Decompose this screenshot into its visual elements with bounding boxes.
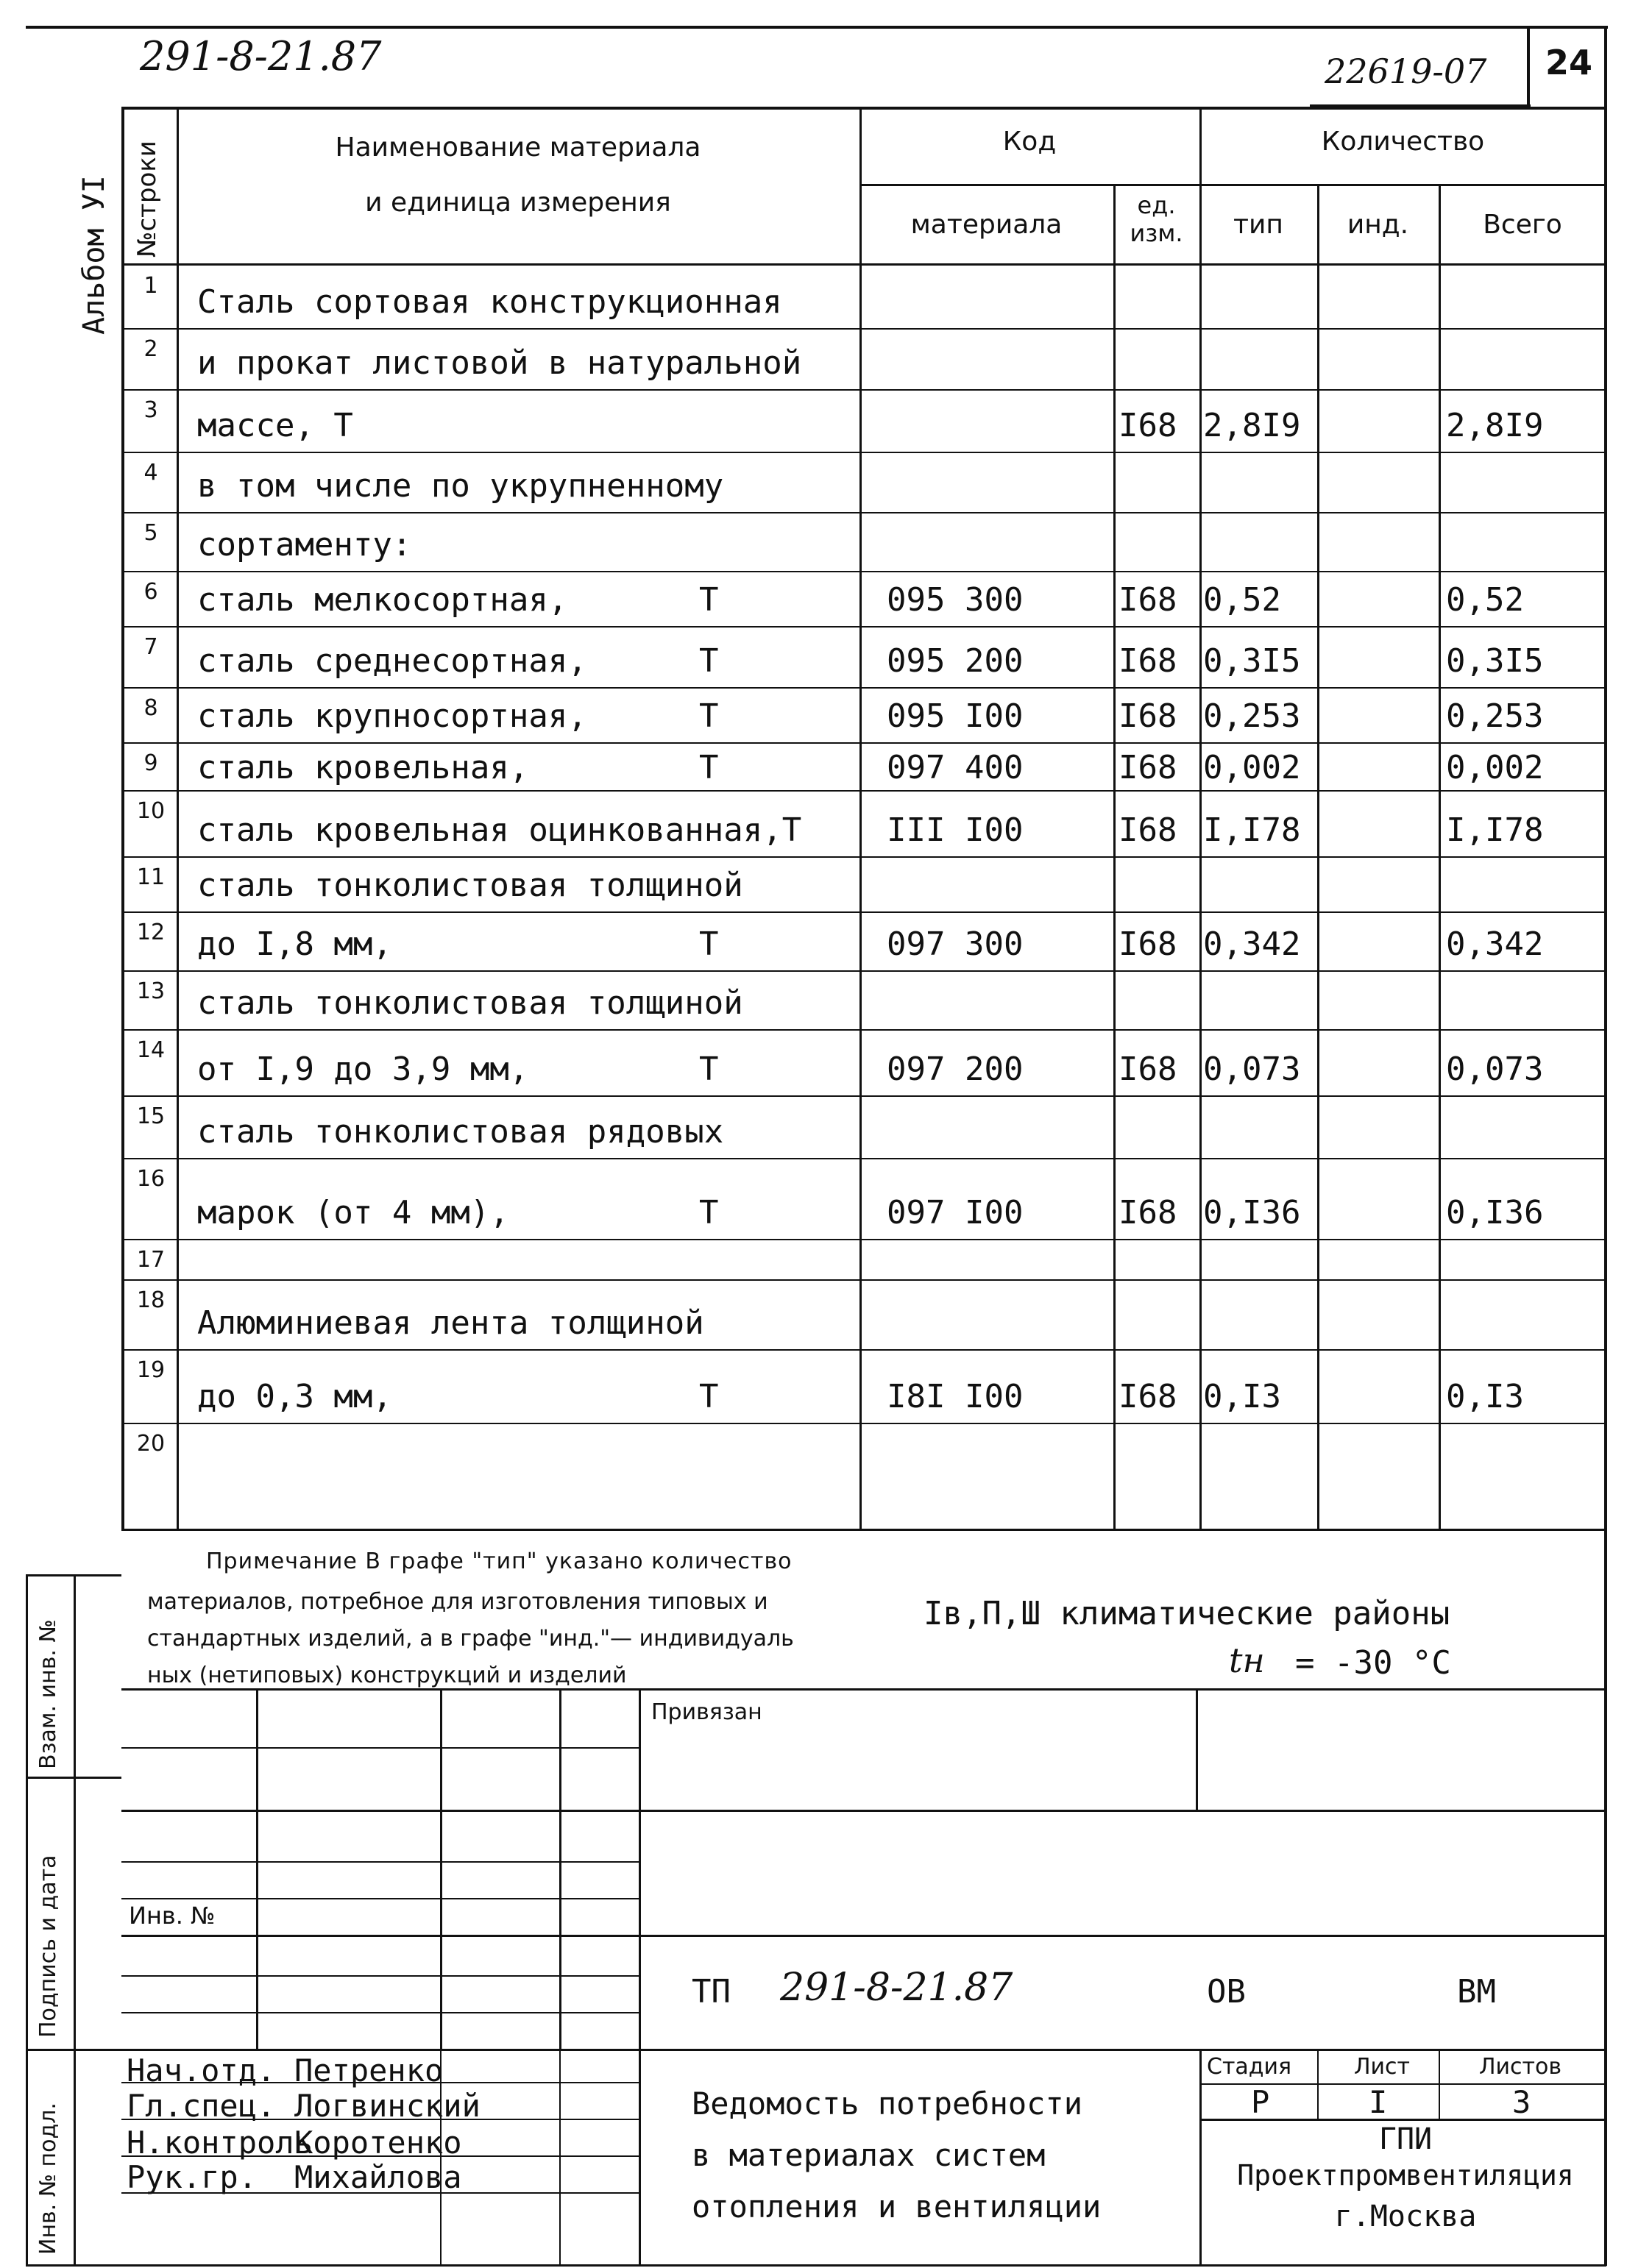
col-divider-4 xyxy=(1199,107,1202,1530)
row-ucode: I68 xyxy=(1119,811,1177,849)
row-divider xyxy=(121,790,1606,792)
row-code: 097 200 xyxy=(887,1051,1024,1088)
row-name: сталь тонколистовая толщиной xyxy=(197,984,743,1022)
stamp-row-5 xyxy=(121,1935,1606,1937)
stamp-col-d xyxy=(639,1688,641,2266)
stamp-col-a xyxy=(256,1688,258,2049)
row-qty-type: 0,I36 xyxy=(1203,1194,1301,1231)
row-qty-type: 0,3I5 xyxy=(1203,642,1301,680)
inv-no-label: Инв. № xyxy=(129,1902,216,1930)
right-border xyxy=(1604,26,1607,2266)
stamp-title-right-col xyxy=(1199,2049,1202,2266)
stamp-row-7 xyxy=(121,2012,639,2013)
row-number: 3 xyxy=(143,397,158,423)
row-divider xyxy=(121,1158,1606,1159)
note-line-2: материалов, потребное для изготовления типовых и xyxy=(147,1589,768,1615)
row-code: 095 300 xyxy=(887,581,1024,619)
row-divider xyxy=(121,1239,1606,1240)
side-strip-bottom xyxy=(26,2264,1606,2267)
row-divider xyxy=(121,389,1606,391)
row-number: 20 xyxy=(136,1431,166,1457)
temp-label: tн xyxy=(1229,1640,1265,1680)
row-number: 6 xyxy=(143,579,158,605)
stage-value: Р xyxy=(1251,2084,1270,2120)
privyazan-label: Привязан xyxy=(651,1699,762,1725)
row-qty-total: 0,002 xyxy=(1446,749,1544,786)
stamp-stage-col-2 xyxy=(1439,2049,1440,2119)
row-name: сталь крупносортная, xyxy=(197,697,587,735)
top-border xyxy=(26,26,1608,29)
sheets-label: Листов xyxy=(1479,2054,1562,2080)
col-name-header-1: Наименование материала xyxy=(335,132,701,163)
org-line-3: г.Москва xyxy=(1334,2200,1477,2233)
stamp-row-8 xyxy=(121,2049,1606,2051)
row-qty-type: 2,8I9 xyxy=(1203,407,1301,444)
row-name: Сталь сортовая конструкционная xyxy=(197,283,782,321)
col-row-no-header: №строки xyxy=(132,141,162,257)
row-qty-type: I,I78 xyxy=(1203,811,1301,849)
signer-role: Нач.отд. xyxy=(127,2052,276,2089)
signer-name: Логвинский xyxy=(294,2088,481,2124)
signer-name: Петренко xyxy=(294,2052,444,2089)
row-qty-type: 0,342 xyxy=(1203,925,1301,963)
header-sub-line xyxy=(859,184,1606,186)
row-unit: Т xyxy=(699,642,719,680)
row-qty-total: I,I78 xyxy=(1446,811,1544,849)
row-name: марок (от 4 мм), xyxy=(197,1194,509,1231)
row-unit: Т xyxy=(699,581,719,619)
note-bottom xyxy=(121,1529,1606,1531)
row-number: 11 xyxy=(136,864,166,890)
page-number: 24 xyxy=(1545,43,1593,82)
row-divider xyxy=(121,452,1606,453)
album-label: Альбом УI xyxy=(77,175,111,335)
row-divider xyxy=(121,1349,1606,1351)
col-qty-ind-header: инд. xyxy=(1347,210,1409,240)
note-line-3: стандартных изделий, а в графе "инд."— индивидуаль xyxy=(147,1626,794,1652)
stamp-col-e xyxy=(1196,1688,1198,1810)
row-number: 15 xyxy=(136,1103,166,1129)
page-number-box-left xyxy=(1527,26,1530,107)
row-number: 7 xyxy=(143,634,158,660)
row-qty-total: 0,342 xyxy=(1446,925,1544,963)
row-qty-total: 0,52 xyxy=(1446,581,1524,619)
col-code-material-header: материала xyxy=(910,210,1063,240)
row-unit: Т xyxy=(699,697,719,735)
side-divider-1 xyxy=(26,1777,121,1779)
signer-name: Михайлова xyxy=(294,2159,462,2195)
tp-number: 291-8-21.87 xyxy=(780,1966,1013,2010)
stamp-stage-col-1 xyxy=(1317,2049,1319,2119)
col-divider-1 xyxy=(177,107,179,1530)
doc-title-line-1: Ведомость потребности xyxy=(692,2086,1083,2122)
org-line-2: Проектпромвентиляция xyxy=(1237,2159,1574,2191)
side-inv-podl-label: Инв. № подл. xyxy=(35,2102,61,2255)
row-qty-total: 0,3I5 xyxy=(1446,642,1544,680)
climate-regions: Iв,П,Ш климатические районы xyxy=(924,1595,1450,1632)
row-ucode: I68 xyxy=(1119,1051,1177,1088)
row-divider xyxy=(121,1423,1606,1424)
row-number: 13 xyxy=(136,978,166,1004)
row-number: 12 xyxy=(136,920,166,945)
doc-number-right: 22619-07 xyxy=(1325,51,1487,91)
row-qty-total: 0,I3 xyxy=(1446,1378,1524,1415)
side-strip-inner xyxy=(74,1574,76,2266)
row-number: 1 xyxy=(143,273,158,299)
row-divider xyxy=(121,970,1606,972)
row-qty-total: 0,I36 xyxy=(1446,1194,1544,1231)
row-ucode: I68 xyxy=(1119,407,1177,444)
row-qty-total: 2,8I9 xyxy=(1446,407,1544,444)
row-name: Алюминиевая лента толщиной xyxy=(197,1304,704,1342)
col-qty-type-header: тип xyxy=(1233,210,1283,240)
row-unit: Т xyxy=(699,1378,719,1415)
row-number: 19 xyxy=(136,1357,166,1383)
row-number: 18 xyxy=(136,1287,166,1313)
table-left xyxy=(121,107,124,1530)
stage-label: Стадия xyxy=(1207,2054,1292,2080)
row-name: от I,9 до 3,9 мм, xyxy=(197,1051,529,1088)
doc-title-line-2: в материалах систем xyxy=(692,2137,1046,2173)
signer-role: Н.контроль xyxy=(127,2125,313,2161)
row-code: 097 I00 xyxy=(887,1194,1024,1231)
doc-title-line-3: отопления и вентиляции xyxy=(692,2189,1102,2225)
row-qty-type: 0,253 xyxy=(1203,697,1301,735)
sheet-label: Лист xyxy=(1354,2054,1411,2080)
stamp-top xyxy=(121,1688,1606,1691)
note-line-1: Примечание В графе "тип" указано количество xyxy=(206,1549,793,1574)
col-code-header: Код xyxy=(1002,127,1057,157)
signer-role: Гл.спец. xyxy=(127,2088,276,2124)
row-code: 095 200 xyxy=(887,642,1024,680)
stamp-col-b xyxy=(440,1688,442,2049)
row-qty-type: 0,002 xyxy=(1203,749,1301,786)
ov-mark: ОВ xyxy=(1207,1973,1246,2011)
row-qty-type: 0,I3 xyxy=(1203,1378,1281,1415)
row-ucode: I68 xyxy=(1119,925,1177,963)
row-name: сталь тонколистовая толщиной xyxy=(197,867,743,904)
signer-name: Коротенко xyxy=(294,2125,462,2161)
row-divider xyxy=(121,626,1606,628)
row-divider xyxy=(121,742,1606,744)
temp-value: = -30 °С xyxy=(1295,1644,1451,1682)
signer-role: Рук.гр. xyxy=(127,2159,258,2195)
row-code: 097 400 xyxy=(887,749,1024,786)
row-name: в том числе по укрупненному xyxy=(197,467,724,505)
row-unit: Т xyxy=(699,1051,719,1088)
row-divider xyxy=(121,512,1606,513)
row-name: до I,8 мм, xyxy=(197,925,392,963)
row-divider xyxy=(121,1029,1606,1031)
stamp-row-1 xyxy=(121,1747,639,1749)
stamp-row-6 xyxy=(121,1975,639,1977)
note-line-4: ных (нетиповых) конструкций и изделий xyxy=(147,1663,627,1688)
row-qty-type: 0,073 xyxy=(1203,1051,1301,1088)
row-number: 9 xyxy=(143,750,158,776)
row-name: сталь тонколистовая рядовых xyxy=(197,1113,724,1151)
stamp-row-4 xyxy=(121,1898,639,1899)
row-divider xyxy=(121,571,1606,572)
stamp-date-col xyxy=(559,2049,561,2266)
row-code: 095 I00 xyxy=(887,697,1024,735)
row-number: 5 xyxy=(143,520,158,546)
row-qty-type: 0,52 xyxy=(1203,581,1281,619)
row-unit: Т xyxy=(699,1194,719,1231)
stamp-row-3 xyxy=(121,1861,639,1863)
row-number: 8 xyxy=(143,695,158,721)
row-name: массе, Т xyxy=(197,407,353,444)
row-number: 2 xyxy=(143,336,158,362)
header-bottom xyxy=(121,263,1606,266)
col-name-header-2: и единица измерения xyxy=(365,188,671,218)
row-name: сталь кровельная, xyxy=(197,749,529,786)
row-divider xyxy=(121,687,1606,689)
sheets-value: 3 xyxy=(1512,2084,1531,2120)
side-podpis-label: Подпись и дата xyxy=(35,1855,61,2038)
row-ucode: I68 xyxy=(1119,1194,1177,1231)
tp-prefix: ТП xyxy=(692,1973,731,2011)
row-ucode: I68 xyxy=(1119,749,1177,786)
row-unit: Т xyxy=(699,925,719,963)
table-top xyxy=(121,107,1606,110)
row-number: 10 xyxy=(136,798,166,824)
row-code: III I00 xyxy=(887,811,1024,849)
row-code: 097 300 xyxy=(887,925,1024,963)
row-divider xyxy=(121,1279,1606,1281)
vm-mark: ВМ xyxy=(1457,1973,1496,2011)
row-code: I8I I00 xyxy=(887,1378,1024,1415)
row-name: сталь среднесортная, xyxy=(197,642,587,680)
row-unit: Т xyxy=(699,749,719,786)
col-qty-total-header: Всего xyxy=(1483,210,1562,240)
sheet-value: I xyxy=(1369,2084,1388,2120)
row-number: 16 xyxy=(136,1166,166,1192)
side-strip-top xyxy=(26,1574,121,1576)
row-divider xyxy=(121,328,1606,330)
stamp-row-2 xyxy=(121,1810,1606,1812)
row-ucode: I68 xyxy=(1119,697,1177,735)
row-name: до 0,3 мм, xyxy=(197,1378,392,1415)
stamp-col-c xyxy=(559,1688,561,2049)
row-qty-total: 0,073 xyxy=(1446,1051,1544,1088)
row-name: сортаменту: xyxy=(197,526,412,564)
row-divider xyxy=(121,911,1606,913)
row-divider xyxy=(121,856,1606,858)
side-strip-outer xyxy=(26,1574,28,2266)
side-vzam-label: Взам. инв. № xyxy=(35,1619,61,1769)
col-code-unit-header: ед. изм. xyxy=(1130,191,1183,247)
row-divider xyxy=(121,1095,1606,1097)
side-divider-2 xyxy=(26,2049,121,2051)
row-ucode: I68 xyxy=(1119,642,1177,680)
row-name: и прокат листовой в натуральной xyxy=(197,344,802,382)
col-quantity-header: Количество xyxy=(1321,127,1485,157)
row-number: 4 xyxy=(143,460,158,486)
row-number: 17 xyxy=(136,1247,166,1273)
row-name: сталь кровельная оцинкованная,Т xyxy=(197,811,802,849)
row-ucode: I68 xyxy=(1119,1378,1177,1415)
row-name: сталь мелкосортная, xyxy=(197,581,568,619)
col-divider-2 xyxy=(859,107,862,1530)
row-number: 14 xyxy=(136,1037,166,1063)
org-line-1: ГПИ xyxy=(1378,2122,1433,2156)
doc-number-left: 291-8-21.87 xyxy=(140,33,382,79)
row-ucode: I68 xyxy=(1119,581,1177,619)
row-qty-total: 0,253 xyxy=(1446,697,1544,735)
